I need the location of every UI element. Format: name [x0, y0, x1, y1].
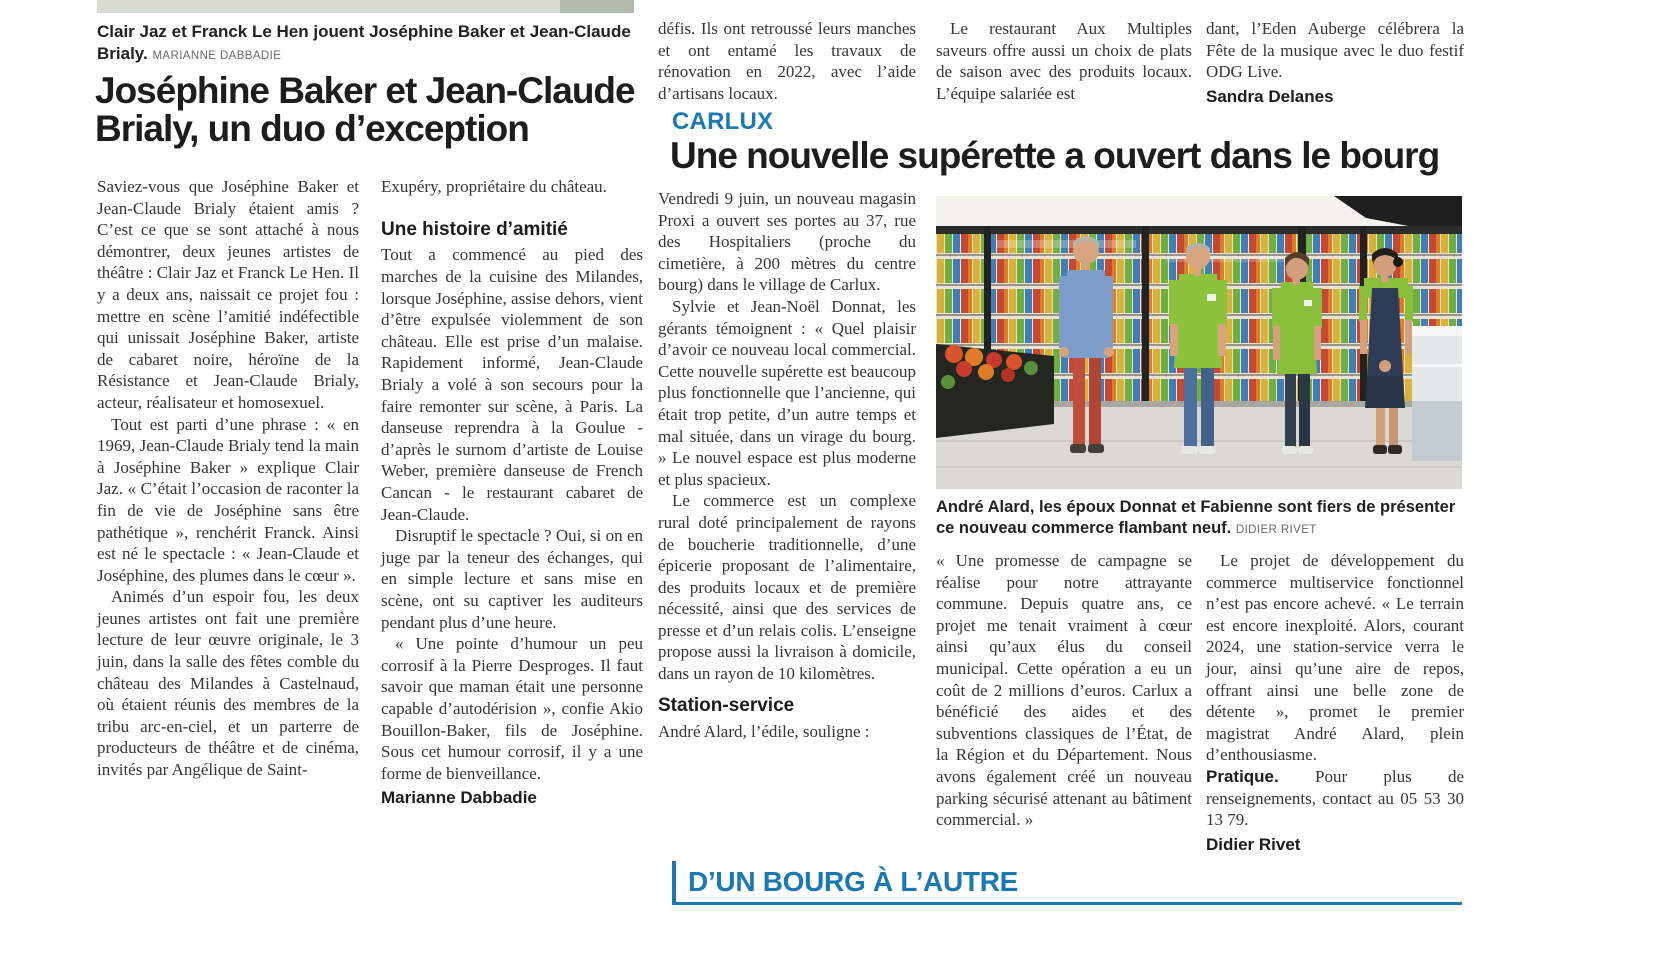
carlux-subhead: Station-service [658, 694, 795, 716]
fragment-column-3 [658, 18, 916, 104]
baker-caption-credit: MARIANNE DABBADIE [152, 50, 282, 62]
practical-label: Pratique. [1206, 766, 1279, 786]
paragraph: Le restaurant Aux Multiples saveurs offre aussi un choix de plats de saison avec des produits locaux. L’équipe salariée est [936, 19, 1192, 103]
carlux-photo-caption [936, 497, 1464, 541]
baker-photo-caption [97, 21, 645, 67]
fragment-byline: Sandra Delanes [1206, 86, 1334, 106]
section-banner-title: D’UN BOURG À L’AUTRE [688, 866, 1019, 897]
carlux-kicker: CARLUX [672, 108, 774, 135]
baker-column-2 [381, 176, 643, 809]
paragraph: Le commerce est un complexe rural doté principalement de rayons de boucherie traditionnelle, d’une épicerie proposant de l’alimentaire, des produits locaux et de première nécessité, ainsi que des services de presse et d’un relais colis. L’enseigne propose aussi la livraison à domicile, dans un rayon de 10 kilomètres. [658, 491, 916, 684]
supermarket-photo [936, 196, 1462, 489]
paragraph: Tout est parti d’une phrase : « en 1969, Jean-Claude Brialy tend la main à Joséphine Baker » explique Clair Jaz. « C’était l’occasion de raconter la fin de vie de Joséphine sans être pathétique », renchérit Franck. Ainsi est né le spectacle : « Jean-Claude et Joséphine, des plumes dans le cœur ». [97, 414, 359, 585]
paragraph: Vendredi 9 juin, un nouveau magasin Proxi a ouvert ses portes au 37, rue des Hospitaliers (proche du cimetière, à 200 mètres du centre bourg) dans le village de Carlux. [658, 189, 916, 295]
baker-headline: Joséphine Baker et Jean-Claude Brialy, un duo d’exception [95, 70, 635, 150]
baker-caption-text: Clair Jaz et Franck Le Hen jouent Joséphine Baker et Jean-Claude Brialy. [97, 22, 631, 63]
paragraph: défis. Ils ont retroussé leurs manches et ont entamé les travaux de rénovation en 2022, avec l’aide d’artisans locaux. [658, 19, 916, 103]
photo-edge-strip-dark [560, 0, 634, 13]
paragraph: Exupéry, propriétaire du château. [381, 177, 607, 196]
baker-column-1 [97, 176, 359, 781]
paragraph: « Une promesse de campagne se réalise pour notre attrayante commune. Depuis quatre ans, ce projet me tenait vraiment à cœur ainsi qu’aux élus du conseil municipal. Cette opération a eu un coût de 2 millions d’euros. Carlux a bénéficié des aides et des subventions classiques de l’État, de la Région et du Département. Nous avons également créé un nouveau parking sécurisé attenant au bâtiment commercial. » [936, 551, 1192, 830]
carlux-headline: Une nouvelle supérette a ouvert dans le bourg [670, 135, 1440, 176]
carlux-column-3 [1206, 550, 1464, 855]
paragraph: Disruptif le spectacle ? Oui, si on en juge par la teneur des échanges, qui en simple lecture et sans mise en scène, ont su captiver les auditeurs pendant plus d’une heure. [381, 526, 643, 632]
paragraph: dant, l’Eden Auberge célébrera la Fête de la musique avec le duo festif ODG Live. [1206, 19, 1464, 82]
paragraph: Animés d’un espoir fou, les deux jeunes artistes ont fait une première lecture de leur œuvre originale, le 3 juin, dans la salle des fêtes comble du château des Milandes à Castelnaud, où étaient réunis des membres de la tribu arc-en-ciel, et un parterre de producteurs de théâtre et de cinéma, invités par Angélique de Saint- [97, 587, 359, 780]
paragraph: Saviez-vous que Joséphine Baker et Jean-Claude Brialy étaient amis ? C’est ce que se sont attaché à nous démontrer, deux jeunes artistes de théâtre : Clair Jaz et Franck Le Hen. Il y a deux ans, naissait ce projet fou : mettre en scène l’amitié indéfectible qui unissait Joséphine Baker, artiste de cabaret noire, héroïne de la Résistance et Jean-Claude Brialy, acteur, réalisateur et homosexuel. [97, 177, 359, 412]
baker-subhead: Une histoire d’amitié [381, 218, 568, 240]
practical-text: Pour plus de renseignements, contact au 05 53 30 13 79. [1206, 766, 1464, 830]
section-banner-bar [672, 861, 676, 902]
paragraph: « Une pointe d’humour un peu corrosif à la Pierre Desproges. Il faut savoir que maman était une personne capable d’autodérision », confie Akio Bouillon-Baker, fils de Joséphine. Sous cet humour corrosif, il y a une forme de bienveillance. [381, 634, 643, 783]
carlux-caption-text: André Alard, les époux Donnat et Fabienne sont fiers de présenter ce nouveau commerce flambant neuf. [936, 498, 1456, 537]
fragment-column-5 [1206, 18, 1464, 107]
carlux-byline: Didier Rivet [1206, 834, 1301, 854]
carlux-caption-credit: DIDIER RIVET [1235, 524, 1317, 536]
paragraph: Le projet de développement du commerce multiservice fonctionnel n’est pas encore achevé. « Le terrain est encore inexploité. Alors, courant 2024, une station-service verra le jour, ainsi qu’une aire de repos, offrant ainsi une belle zone de détente », promet le premier magistrat André Alard, plein d’enthousiasme. [1206, 551, 1464, 765]
fragment-column-4 [936, 18, 1192, 104]
carlux-column-2 [936, 550, 1192, 831]
section-banner-rule [672, 902, 1462, 905]
paragraph: Sylvie et Jean-Noël Donnat, les gérants témoignent : « Quel plaisir d’avoir ce nouveau local commercial. Cette nouvelle supérette est beaucoup plus fonctionnelle que l’ancienne, qui était trop petite, d’un autre temps et mal située, dans un virage du bourg. » Le nouvel espace est plus moderne et plus spacieux. [658, 296, 916, 489]
baker-byline: Marianne Dabbadie [381, 788, 537, 808]
paragraph-practical [1206, 766, 1464, 831]
photo-edge-strip [97, 0, 560, 13]
carlux-column-1 [658, 188, 916, 742]
supermarket-photo-art [936, 196, 1462, 489]
paragraph: Tout a commencé au pied des marches de la cuisine des Milandes, lorsque Joséphine, assise dehors, vient d’être expulsée violemment de son château. Elle est prise d’un malaise. Rapidement informé, Jean-Claude Brialy a volé à son secours pour la faire remonter sur scène, à Paris. La danseuse reprendra à la Goulue - d’après le surnom d’artiste de Louise Weber, première danseuse de French Cancan - le restaurant cabaret de Jean-Claude. [381, 245, 643, 524]
paragraph: André Alard, l’édile, souligne : [658, 721, 870, 741]
